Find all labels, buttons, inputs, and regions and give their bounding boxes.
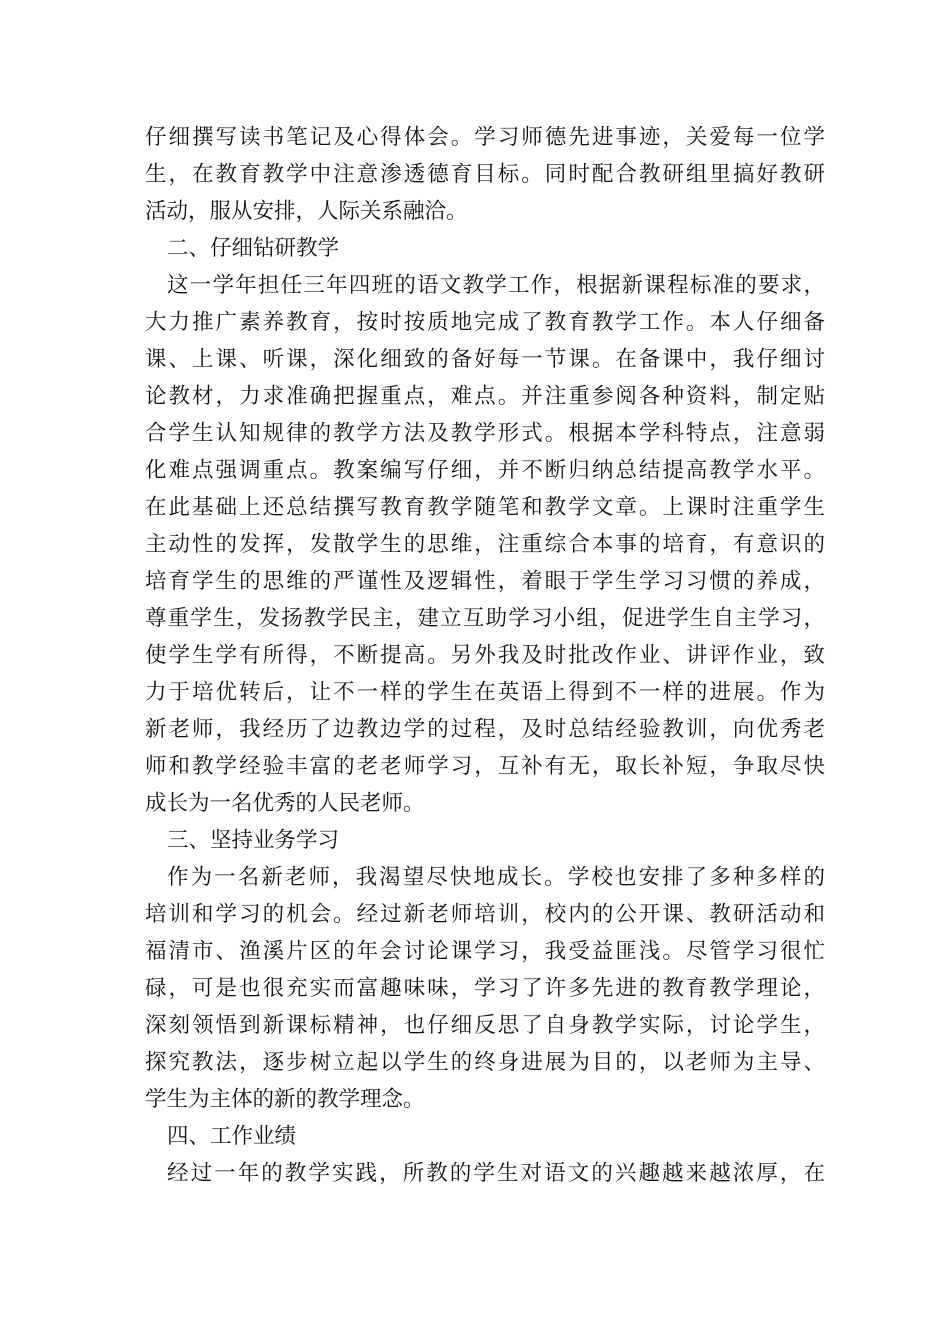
text-line: 大力推广素养教育，按时按质地完成了教育教学工作。本人仔细备 — [145, 310, 825, 335]
text-line: 成长为一名优秀的人民老师。 — [145, 791, 425, 816]
text-line: 培育学生的思维的严谨性及逻辑性，着眼于学生学习习惯的养成， — [145, 569, 825, 594]
text-line: 福清市、渔溪片区的年会讨论课学习，我受益匪浅。尽管学习很忙 — [145, 939, 825, 964]
text-line: 经过一年的教学实践，所教的学生对语文的兴趣越来越浓厚，在 — [167, 1161, 825, 1186]
section-heading: 三、坚持业务学习 — [167, 828, 340, 853]
text-line: 课、上课、听课，深化细致的备好每一节课。在备课中，我仔细讨 — [145, 347, 825, 372]
text-line: 探究教法，逐步树立起以学生的终身进展为目的，以老师为主导、 — [145, 1050, 825, 1075]
text-line: 在此基础上还总结撰写教育教学随笔和教学文章。上课时注重学生 — [145, 495, 825, 520]
text-line: 碌，可是也很充实而富趣味味，学习了许多先进的教育教学理论， — [145, 976, 825, 1001]
text-line: 力于培优转后，让不一样的学生在英语上得到不一样的进展。作为 — [145, 680, 825, 705]
text-line: 师和教学经验丰富的老老师学习，互补有无，取长补短，争取尽快 — [145, 754, 825, 779]
section-heading: 二、仔细钻研教学 — [167, 236, 340, 261]
text-line: 论教材，力求准确把握重点，难点。并注重参阅各种资料，制定贴 — [145, 384, 825, 409]
text-line: 生，在教育教学中注意渗透德育目标。同时配合教研组里搞好教研 — [145, 162, 825, 187]
text-line: 尊重学生，发扬教学民主，建立互助学习小组，促进学生自主学习， — [145, 606, 825, 631]
text-line: 活动，服从安排，人际关系融洽。 — [145, 199, 468, 224]
text-line: 学生为主体的新的教学理念。 — [145, 1087, 425, 1112]
text-line: 使学生学有所得，不断提高。另外我及时批改作业、讲评作业，致 — [145, 643, 825, 668]
section-heading: 四、工作业绩 — [167, 1124, 297, 1149]
text-line: 主动性的发挥，发散学生的思维，注重综合本事的培育，有意识的 — [145, 532, 825, 557]
text-line: 深刻领悟到新课标精神，也仔细反思了自身教学实际，讨论学生， — [145, 1013, 825, 1038]
text-line: 这一学年担任三年四班的语文教学工作，根据新课程标准的要求， — [167, 273, 825, 298]
text-line: 合学生认知规律的教学方法及教学形式。根据本学科特点，注意弱 — [145, 421, 825, 446]
text-line: 化难点强调重点。教案编写仔细，并不断归纳总结提高教学水平。 — [145, 458, 825, 483]
body-text — [145, 119, 825, 1192]
text-line: 培训和学习的机会。经过新老师培训，校内的公开课、教研活动和 — [145, 902, 825, 927]
text-line: 作为一名新老师，我渴望尽快地成长。学校也安排了多种多样的 — [167, 865, 825, 890]
text-line: 仔细撰写读书笔记及心得体会。学习师德先进事迹，关爱每一位学 — [145, 125, 825, 150]
text-line: 新老师，我经历了边教边学的过程，及时总结经验教训，向优秀老 — [145, 717, 825, 742]
